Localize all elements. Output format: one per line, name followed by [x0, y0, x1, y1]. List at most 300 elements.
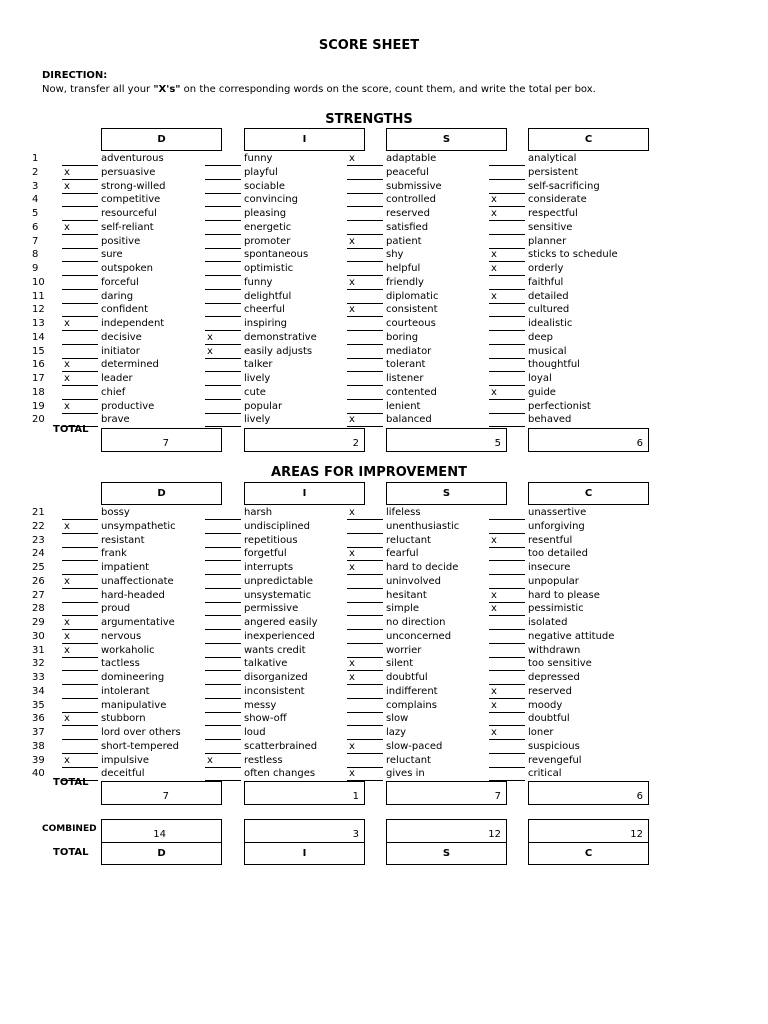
- mark-line[interactable]: [347, 165, 383, 166]
- mark-line[interactable]: [205, 248, 241, 249]
- mark-line[interactable]: [347, 725, 383, 726]
- x-mark: x: [491, 208, 497, 219]
- trait-word: respectful: [528, 208, 578, 219]
- mark-line[interactable]: [489, 767, 525, 768]
- trait-word: thoughtful: [528, 359, 580, 371]
- total-value: 7: [162, 438, 169, 449]
- trait-word: mediator: [386, 345, 432, 357]
- mark-line[interactable]: [205, 371, 241, 372]
- trait-word: persuasive: [101, 166, 156, 178]
- mark-line[interactable]: [489, 670, 525, 671]
- trait-word: loner: [528, 727, 554, 738]
- mark-line[interactable]: [62, 303, 98, 304]
- trait-word: reluctant: [386, 754, 431, 766]
- column-header-i: I: [244, 128, 365, 151]
- trait-word: resourceful: [101, 208, 157, 219]
- direction-text-quoted: "X's": [153, 84, 181, 95]
- trait-word: pessimistic: [528, 603, 584, 615]
- trait-word: hard to decide: [386, 562, 459, 573]
- mark-line[interactable]: [205, 358, 241, 359]
- x-mark: x: [64, 373, 70, 384]
- mark-line[interactable]: [489, 712, 525, 713]
- total-label: TOTAL: [53, 424, 89, 435]
- x-mark: x: [349, 658, 355, 670]
- mark-line[interactable]: [489, 574, 525, 575]
- mark-line[interactable]: [62, 588, 98, 589]
- trait-word: proud: [101, 603, 131, 615]
- mark-line[interactable]: [489, 179, 525, 180]
- x-mark: x: [349, 414, 355, 426]
- trait-word: frank: [101, 548, 127, 560]
- trait-word: lively: [244, 414, 271, 426]
- row-number: 38: [32, 740, 45, 752]
- x-mark: x: [349, 672, 355, 683]
- trait-word: wants credit: [244, 644, 306, 656]
- column-header-c: C: [528, 482, 649, 505]
- trait-word: adventurous: [101, 153, 164, 164]
- trait-word: friendly: [386, 276, 424, 288]
- mark-line[interactable]: [347, 371, 383, 372]
- direction-text: [42, 84, 596, 95]
- trait-word: inexperienced: [244, 630, 315, 642]
- trait-word: no direction: [386, 617, 446, 628]
- trait-word: unsympathetic: [101, 520, 176, 532]
- trait-word: too sensitive: [528, 658, 592, 670]
- mark-line[interactable]: [347, 574, 383, 575]
- mark-line[interactable]: [347, 399, 383, 400]
- trait-word: sociable: [244, 180, 286, 192]
- mark-line[interactable]: [205, 698, 241, 699]
- mark-line[interactable]: [347, 193, 383, 194]
- trait-word: tactless: [101, 658, 140, 670]
- trait-word: unassertive: [528, 507, 587, 518]
- x-mark: x: [349, 768, 355, 780]
- mark-line[interactable]: [347, 629, 383, 630]
- column-header-s: S: [386, 128, 507, 151]
- trait-word: withdrawn: [528, 644, 581, 656]
- row-number: 27: [32, 589, 45, 601]
- mark-line[interactable]: [347, 261, 383, 262]
- x-mark: x: [207, 754, 213, 766]
- trait-word: restless: [244, 754, 283, 766]
- mark-line[interactable]: [489, 371, 525, 372]
- trait-word: repetitious: [244, 534, 298, 546]
- trait-word: simple: [386, 603, 420, 615]
- trait-word: promoter: [244, 235, 291, 247]
- mark-line[interactable]: [205, 303, 241, 304]
- mark-line[interactable]: [62, 234, 98, 235]
- trait-word: scatterbrained: [244, 740, 318, 752]
- trait-word: spontaneous: [244, 249, 309, 261]
- mark-line[interactable]: [205, 574, 241, 575]
- mark-line[interactable]: [205, 684, 241, 685]
- total-value: 2: [352, 438, 359, 449]
- trait-word: productive: [101, 400, 155, 412]
- trait-word: forceful: [101, 276, 139, 288]
- trait-word: delightful: [244, 290, 292, 302]
- mark-line[interactable]: [205, 725, 241, 726]
- trait-word: doubtful: [528, 713, 570, 725]
- mark-line[interactable]: [62, 344, 98, 345]
- x-mark: x: [491, 290, 497, 302]
- trait-word: resistant: [101, 534, 145, 546]
- trait-word: loud: [244, 727, 266, 738]
- trait-word: confident: [101, 304, 149, 316]
- mark-line[interactable]: [62, 670, 98, 671]
- mark-line[interactable]: [205, 657, 241, 658]
- trait-word: listener: [386, 373, 424, 384]
- trait-word: boring: [386, 331, 419, 343]
- mark-line[interactable]: [205, 165, 241, 166]
- mark-line[interactable]: [205, 588, 241, 589]
- mark-line[interactable]: [62, 248, 98, 249]
- mark-line[interactable]: [347, 206, 383, 207]
- mark-line[interactable]: [347, 753, 383, 754]
- trait-word: silent: [386, 658, 414, 670]
- trait-word: slow-paced: [386, 740, 443, 752]
- x-mark: x: [64, 617, 70, 628]
- trait-word: cute: [244, 386, 266, 398]
- row-number: 3: [32, 180, 39, 192]
- row-number: 8: [32, 249, 39, 261]
- trait-word: domineering: [101, 672, 165, 683]
- x-mark: x: [64, 359, 70, 371]
- x-mark: x: [349, 548, 355, 560]
- x-mark: x: [491, 727, 497, 738]
- x-mark: x: [64, 400, 70, 412]
- mark-line[interactable]: [205, 289, 241, 290]
- mark-line[interactable]: [62, 725, 98, 726]
- trait-word: messy: [244, 699, 277, 711]
- mark-line[interactable]: [347, 330, 383, 331]
- mark-line[interactable]: [489, 519, 525, 520]
- trait-word: intolerant: [101, 685, 150, 697]
- trait-word: lifeless: [386, 507, 421, 518]
- trait-word: popular: [244, 400, 283, 412]
- mark-line[interactable]: [347, 344, 383, 345]
- trait-word: impatient: [101, 562, 150, 573]
- trait-word: undisciplined: [244, 520, 311, 532]
- trait-word: disorganized: [244, 672, 308, 683]
- mark-line[interactable]: [347, 289, 383, 290]
- mark-line[interactable]: [347, 533, 383, 534]
- direction-text-post: on the corresponding words on the score, count them, and write the total per box.: [180, 84, 596, 95]
- mark-line[interactable]: [62, 261, 98, 262]
- trait-word: considerate: [528, 194, 587, 206]
- mark-line[interactable]: [489, 275, 525, 276]
- mark-line[interactable]: [489, 629, 525, 630]
- trait-word: hard to please: [528, 589, 600, 601]
- x-mark: x: [207, 331, 213, 343]
- mark-line[interactable]: [347, 684, 383, 685]
- direction-text-pre: Now, transfer all your: [42, 84, 154, 95]
- trait-word: too detailed: [528, 548, 588, 560]
- mark-line[interactable]: [205, 560, 241, 561]
- trait-word: unaffectionate: [101, 575, 174, 587]
- mark-line[interactable]: [489, 753, 525, 754]
- mark-line[interactable]: [205, 316, 241, 317]
- trait-word: stubborn: [101, 713, 146, 725]
- trait-word: perfectionist: [528, 400, 591, 412]
- column-header-i: I: [244, 482, 365, 505]
- trait-word: leader: [101, 373, 133, 384]
- mark-line[interactable]: [489, 739, 525, 740]
- row-number: 40: [32, 768, 45, 780]
- mark-line[interactable]: [347, 712, 383, 713]
- trait-word: unforgiving: [528, 520, 585, 532]
- mark-line[interactable]: [347, 179, 383, 180]
- trait-word: behaved: [528, 414, 572, 426]
- mark-line[interactable]: [489, 165, 525, 166]
- x-mark: x: [64, 221, 70, 233]
- mark-line[interactable]: [205, 670, 241, 671]
- row-number: 36: [32, 713, 45, 725]
- row-number: 22: [32, 520, 45, 532]
- x-mark: x: [491, 194, 497, 206]
- mark-line[interactable]: [205, 739, 241, 740]
- mark-line[interactable]: [489, 358, 525, 359]
- trait-word: controlled: [386, 194, 436, 206]
- row-number: 23: [32, 534, 45, 546]
- trait-word: idealistic: [528, 318, 573, 329]
- trait-word: determined: [101, 359, 159, 371]
- mark-line[interactable]: [62, 193, 98, 194]
- trait-word: worrier: [386, 644, 422, 656]
- trait-word: unpredictable: [244, 575, 314, 587]
- improvement-title: AREAS FOR IMPROVEMENT: [271, 465, 467, 480]
- column-header-d: D: [101, 128, 222, 151]
- trait-word: inspiring: [244, 318, 288, 329]
- trait-word: satisfied: [386, 221, 429, 233]
- trait-word: sensitive: [528, 221, 573, 233]
- trait-word: unsystematic: [244, 589, 312, 601]
- trait-word: harsh: [244, 507, 273, 518]
- trait-word: detailed: [528, 290, 569, 302]
- mark-line[interactable]: [62, 767, 98, 768]
- mark-line[interactable]: [489, 399, 525, 400]
- mark-line[interactable]: [347, 615, 383, 616]
- x-mark: x: [64, 318, 70, 329]
- trait-word: inconsistent: [244, 685, 305, 697]
- page-title: SCORE SHEET: [318, 38, 420, 53]
- mark-line[interactable]: [205, 261, 241, 262]
- mark-line[interactable]: [62, 739, 98, 740]
- mark-line[interactable]: [489, 220, 525, 221]
- trait-word: forgetful: [244, 548, 287, 560]
- x-mark: x: [349, 304, 355, 316]
- mark-line[interactable]: [205, 275, 241, 276]
- trait-word: complains: [386, 699, 437, 711]
- mark-line[interactable]: [347, 643, 383, 644]
- row-number: 28: [32, 603, 45, 615]
- mark-line[interactable]: [205, 413, 241, 414]
- x-mark: x: [491, 699, 497, 711]
- mark-line[interactable]: [347, 698, 383, 699]
- mark-line[interactable]: [205, 206, 241, 207]
- trait-word: impulsive: [101, 754, 150, 766]
- row-number: 25: [32, 562, 45, 573]
- trait-word: submissive: [386, 180, 442, 192]
- row-number: 29: [32, 617, 45, 628]
- mark-line[interactable]: [205, 234, 241, 235]
- mark-line[interactable]: [205, 220, 241, 221]
- trait-word: isolated: [528, 617, 568, 628]
- x-mark: x: [349, 153, 355, 164]
- trait-word: demonstrative: [244, 331, 317, 343]
- mark-line[interactable]: [489, 413, 525, 414]
- mark-line[interactable]: [489, 615, 525, 616]
- trait-word: reluctant: [386, 534, 431, 546]
- trait-word: insecure: [528, 562, 571, 573]
- trait-word: shy: [386, 249, 404, 261]
- mark-line[interactable]: [205, 533, 241, 534]
- x-mark: x: [64, 520, 70, 532]
- mark-line[interactable]: [205, 179, 241, 180]
- total-label: TOTAL: [53, 777, 89, 788]
- mark-line[interactable]: [347, 519, 383, 520]
- x-mark: x: [349, 740, 355, 752]
- trait-word: lenient: [386, 400, 421, 412]
- mark-line[interactable]: [489, 344, 525, 345]
- trait-word: reserved: [528, 685, 572, 697]
- trait-word: critical: [528, 768, 562, 780]
- row-number: 39: [32, 754, 45, 766]
- trait-word: bossy: [101, 507, 130, 518]
- mark-line[interactable]: [205, 643, 241, 644]
- total-value: 7: [162, 791, 169, 802]
- trait-word: tolerant: [386, 359, 426, 371]
- column-header-s: S: [386, 482, 507, 505]
- combined-value: 12: [488, 829, 501, 840]
- mark-line[interactable]: [62, 602, 98, 603]
- trait-word: sure: [101, 249, 123, 261]
- trait-word: fearful: [386, 548, 419, 560]
- row-number: 33: [32, 672, 45, 683]
- mark-line[interactable]: [62, 684, 98, 685]
- row-number: 24: [32, 548, 45, 560]
- mark-line[interactable]: [205, 547, 241, 548]
- mark-line[interactable]: [489, 303, 525, 304]
- combined-total-label: TOTAL: [53, 847, 89, 858]
- mark-line[interactable]: [205, 629, 241, 630]
- row-number: 37: [32, 727, 45, 738]
- trait-word: initiator: [101, 345, 140, 357]
- row-number: 5: [32, 208, 39, 219]
- mark-line[interactable]: [489, 330, 525, 331]
- row-number: 9: [32, 263, 39, 274]
- row-number: 17: [32, 373, 45, 384]
- mark-line[interactable]: [347, 248, 383, 249]
- mark-line[interactable]: [62, 275, 98, 276]
- trait-word: helpful: [386, 263, 421, 274]
- trait-word: analytical: [528, 153, 577, 164]
- trait-word: outspoken: [101, 263, 153, 274]
- mark-line[interactable]: [489, 547, 525, 548]
- x-mark: x: [491, 386, 497, 398]
- total-value: 7: [494, 791, 501, 802]
- combined-value: 14: [153, 829, 166, 840]
- combined-header-c: C: [528, 842, 649, 865]
- trait-word: talker: [244, 359, 273, 371]
- mark-line[interactable]: [62, 413, 98, 414]
- mark-line[interactable]: [205, 767, 241, 768]
- x-mark: x: [349, 507, 355, 518]
- column-header-c: C: [528, 128, 649, 151]
- row-number: 18: [32, 386, 45, 398]
- mark-line[interactable]: [347, 220, 383, 221]
- mark-line[interactable]: [205, 385, 241, 386]
- mark-line[interactable]: [62, 657, 98, 658]
- trait-word: angered easily: [244, 617, 318, 628]
- mark-line[interactable]: [205, 602, 241, 603]
- x-mark: x: [64, 166, 70, 178]
- mark-line[interactable]: [205, 712, 241, 713]
- mark-line[interactable]: [489, 560, 525, 561]
- mark-line[interactable]: [62, 560, 98, 561]
- combined-header-s: S: [386, 842, 507, 865]
- row-number: 32: [32, 658, 45, 670]
- mark-line[interactable]: [347, 358, 383, 359]
- x-mark: x: [64, 630, 70, 642]
- trait-word: convincing: [244, 194, 298, 206]
- trait-word: permissive: [244, 603, 299, 615]
- trait-word: depressed: [528, 672, 580, 683]
- trait-word: unpopular: [528, 575, 579, 587]
- row-number: 20: [32, 414, 45, 426]
- trait-word: positive: [101, 235, 141, 247]
- trait-word: decisive: [101, 331, 142, 343]
- x-mark: x: [64, 180, 70, 192]
- row-number: 19: [32, 400, 45, 412]
- mark-line[interactable]: [347, 316, 383, 317]
- trait-word: funny: [244, 276, 273, 288]
- mark-line[interactable]: [489, 657, 525, 658]
- trait-word: consistent: [386, 304, 438, 316]
- mark-line[interactable]: [205, 615, 241, 616]
- combined-header-d: D: [101, 842, 222, 865]
- mark-line[interactable]: [62, 385, 98, 386]
- x-mark: x: [491, 685, 497, 697]
- mark-line[interactable]: [205, 519, 241, 520]
- mark-line[interactable]: [347, 602, 383, 603]
- mark-line[interactable]: [62, 206, 98, 207]
- mark-line[interactable]: [62, 547, 98, 548]
- mark-line[interactable]: [347, 385, 383, 386]
- combined-value: 12: [630, 829, 643, 840]
- trait-word: argumentative: [101, 617, 175, 628]
- mark-line[interactable]: [489, 643, 525, 644]
- trait-word: optimistic: [244, 263, 294, 274]
- mark-line[interactable]: [489, 316, 525, 317]
- trait-word: independent: [101, 318, 165, 329]
- trait-word: adaptable: [386, 153, 437, 164]
- mark-line[interactable]: [489, 234, 525, 235]
- trait-word: diplomatic: [386, 290, 439, 302]
- mark-line[interactable]: [62, 698, 98, 699]
- row-number: 34: [32, 685, 45, 697]
- mark-line[interactable]: [347, 588, 383, 589]
- mark-line[interactable]: [205, 193, 241, 194]
- mark-line[interactable]: [62, 289, 98, 290]
- mark-line[interactable]: [205, 399, 241, 400]
- trait-word: chief: [101, 386, 126, 398]
- trait-word: show-off: [244, 713, 287, 725]
- trait-word: self-sacrificing: [528, 180, 600, 192]
- trait-word: resentful: [528, 534, 573, 546]
- trait-word: manipulative: [101, 699, 167, 711]
- mark-line[interactable]: [62, 533, 98, 534]
- mark-line[interactable]: [62, 330, 98, 331]
